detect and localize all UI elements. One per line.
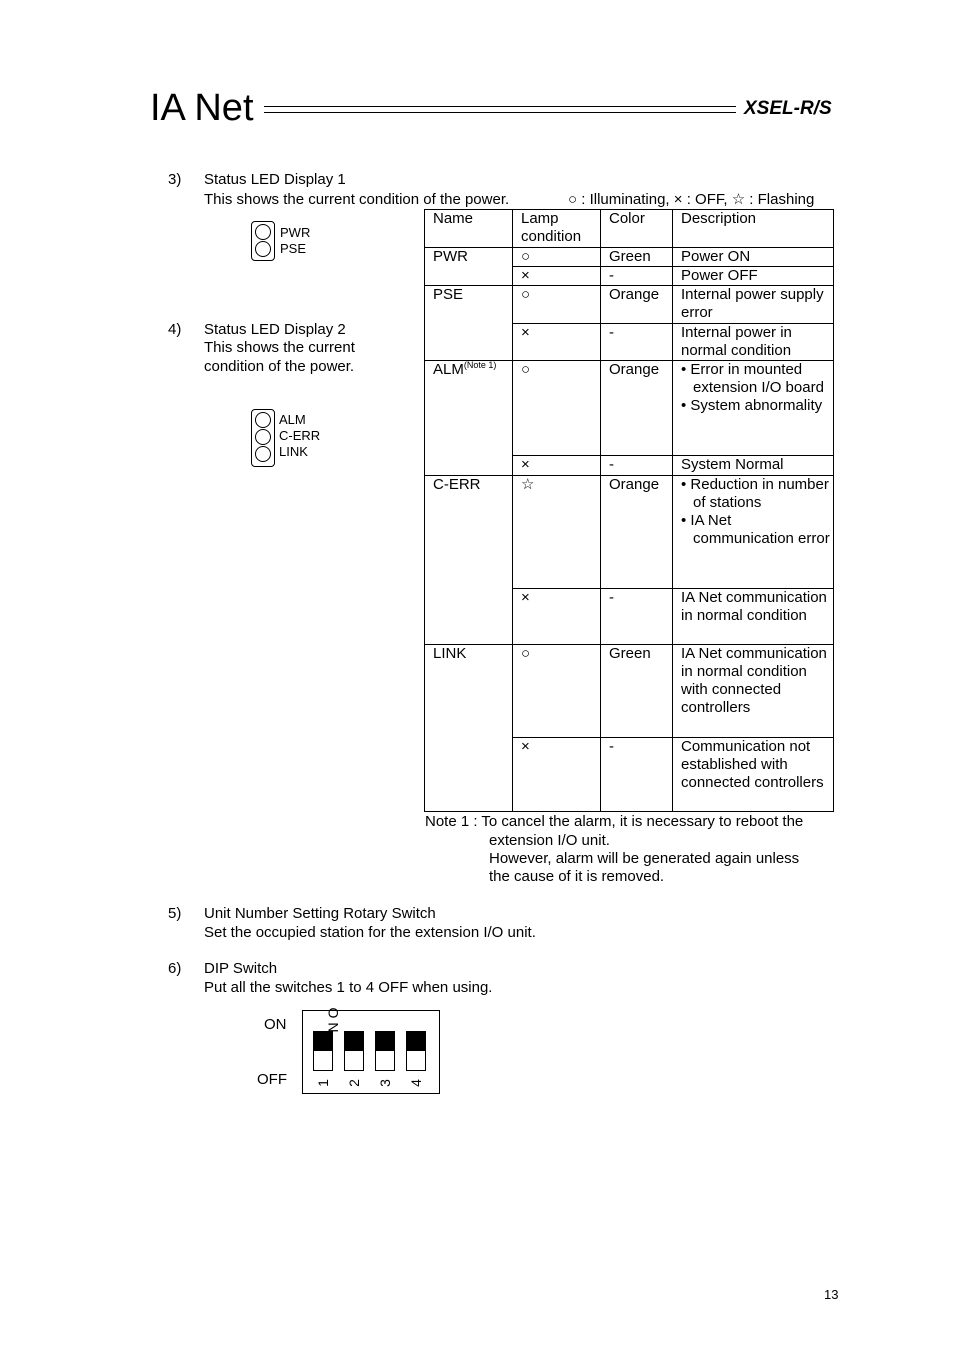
table-row: [425, 286, 834, 324]
table-row: [425, 248, 834, 267]
dip-switch-4[interactable]: [406, 1031, 426, 1071]
switch-knob: [345, 1032, 363, 1051]
lamp-condition: ☆: [513, 476, 601, 589]
lamp-condition: ×: [513, 456, 601, 476]
lamp-description: [673, 476, 834, 589]
model-name: XSEL-R/S: [744, 98, 832, 119]
lamp-color: -: [601, 456, 673, 476]
section-5-number: 5): [168, 905, 182, 922]
section-3-title: Status LED Display 1: [204, 171, 346, 188]
section-3-number: 3): [168, 171, 182, 188]
table-header-row: [425, 210, 834, 248]
dip-number: 4: [408, 1079, 424, 1087]
led-label-alm: ALM: [279, 412, 306, 427]
lamp-condition: ×: [513, 738, 601, 812]
lamp-description: System Normal: [673, 456, 834, 476]
lamp-color: -: [601, 738, 673, 812]
lamp-color: Green: [601, 248, 673, 267]
led-status-table: [424, 209, 834, 812]
header-name: Name: [425, 210, 513, 248]
symbol-legend: ○ : Illuminating, × : OFF, ☆ : Flashing: [568, 191, 815, 208]
note-line: However, alarm will be generated again unless: [489, 850, 800, 867]
table-row: [425, 361, 834, 456]
led-label-link: LINK: [279, 444, 308, 459]
led-label-pse: PSE: [280, 241, 307, 256]
dip-on-label: ON: [264, 1016, 287, 1033]
lamp-condition: ○: [513, 361, 601, 456]
led-label-pwr: PWR: [280, 225, 311, 240]
dip-switch-2[interactable]: [344, 1031, 364, 1071]
section-3-description: This shows the current condition of the power.: [204, 191, 510, 208]
lamp-color: -: [601, 324, 673, 361]
lamp-description: Internal power supply error: [673, 286, 834, 324]
pse-led-icon: [255, 241, 271, 257]
row-name: C-ERR: [425, 476, 513, 645]
lamp-color: Orange: [601, 286, 673, 324]
dip-number: 1: [315, 1079, 331, 1087]
row-name: PSE: [425, 286, 513, 361]
switch-knob: [376, 1032, 394, 1051]
link-led-icon: [255, 446, 271, 462]
dip-number: 3: [377, 1079, 393, 1087]
lamp-color: Orange: [601, 476, 673, 589]
note-line: extension I/O unit.: [489, 832, 610, 849]
lamp-condition: ×: [513, 589, 601, 645]
lamp-description: IA Net communication in normal condition with connected controllers: [673, 645, 834, 738]
row-name: [425, 361, 513, 476]
section-4-description: condition of the power.: [204, 358, 355, 375]
lamp-condition: ○: [513, 248, 601, 267]
bullet-item: • Error in mounted extension I/O board: [681, 361, 824, 396]
alm-name: ALM: [433, 361, 464, 378]
row-name: LINK: [425, 645, 513, 812]
lamp-condition: ×: [513, 267, 601, 286]
lamp-description: Internal power in normal condition: [673, 324, 834, 361]
lamp-description: Power ON: [673, 248, 834, 267]
lamp-color: Green: [601, 645, 673, 738]
header-color: Color: [601, 210, 673, 248]
header-rule: [264, 106, 736, 107]
lamp-condition: ○: [513, 286, 601, 324]
page-header-title: IA Net: [150, 87, 254, 129]
section-4-description: This shows the current: [204, 339, 355, 356]
dip-number: 2: [346, 1079, 362, 1087]
alm-led-icon: [255, 412, 271, 428]
lamp-description: Communication not established with connected controllers: [673, 738, 834, 812]
lamp-color: -: [601, 267, 673, 286]
page-number: 13: [824, 1287, 839, 1302]
note-line: the cause of it is removed.: [489, 868, 665, 885]
lamp-condition: ×: [513, 324, 601, 361]
dip-on-mark: O N: [325, 1007, 342, 1033]
bullet-item: • Reduction in number of stations: [681, 476, 829, 511]
lamp-description: IA Net communication in normal condition: [673, 589, 834, 645]
header-description: Description: [673, 210, 834, 248]
header-lamp-condition: Lamp condition: [513, 210, 601, 248]
lamp-color: Orange: [601, 361, 673, 456]
lamp-description: [673, 361, 834, 456]
section-6-title: DIP Switch: [204, 960, 278, 977]
section-6-number: 6): [168, 960, 182, 977]
note-reference: (Note 1): [463, 360, 497, 370]
bullet-item: • System abnormality: [681, 397, 823, 414]
dip-switch-3[interactable]: [375, 1031, 395, 1071]
row-name: PWR: [425, 248, 513, 286]
note-line: Note 1 : To cancel the alarm, it is necessary to reboot the: [425, 813, 804, 830]
section-4-number: 4): [168, 321, 182, 338]
section-6-description: Put all the switches 1 to 4 OFF when using.: [204, 979, 493, 996]
section-4-title: Status LED Display 2: [204, 321, 346, 338]
led-label-cerr: C-ERR: [279, 428, 321, 443]
header-rule: [264, 112, 736, 113]
dip-off-label: OFF: [257, 1071, 287, 1088]
lamp-color: -: [601, 589, 673, 645]
cerr-led-icon: [255, 429, 271, 445]
dip-switch: [302, 1007, 440, 1094]
lamp-condition: ○: [513, 645, 601, 738]
lamp-description: Power OFF: [673, 267, 834, 286]
section-5-description: Set the occupied station for the extension I/O unit.: [204, 924, 536, 941]
table-row: [425, 645, 834, 738]
switch-knob: [314, 1032, 332, 1051]
section-5-title: Unit Number Setting Rotary Switch: [204, 905, 436, 922]
switch-knob: [407, 1032, 425, 1051]
bullet-item: • IA Net communication error: [681, 512, 830, 547]
pwr-led-icon: [255, 224, 271, 240]
table-row: [425, 476, 834, 589]
dip-switch-1[interactable]: [313, 1031, 333, 1071]
